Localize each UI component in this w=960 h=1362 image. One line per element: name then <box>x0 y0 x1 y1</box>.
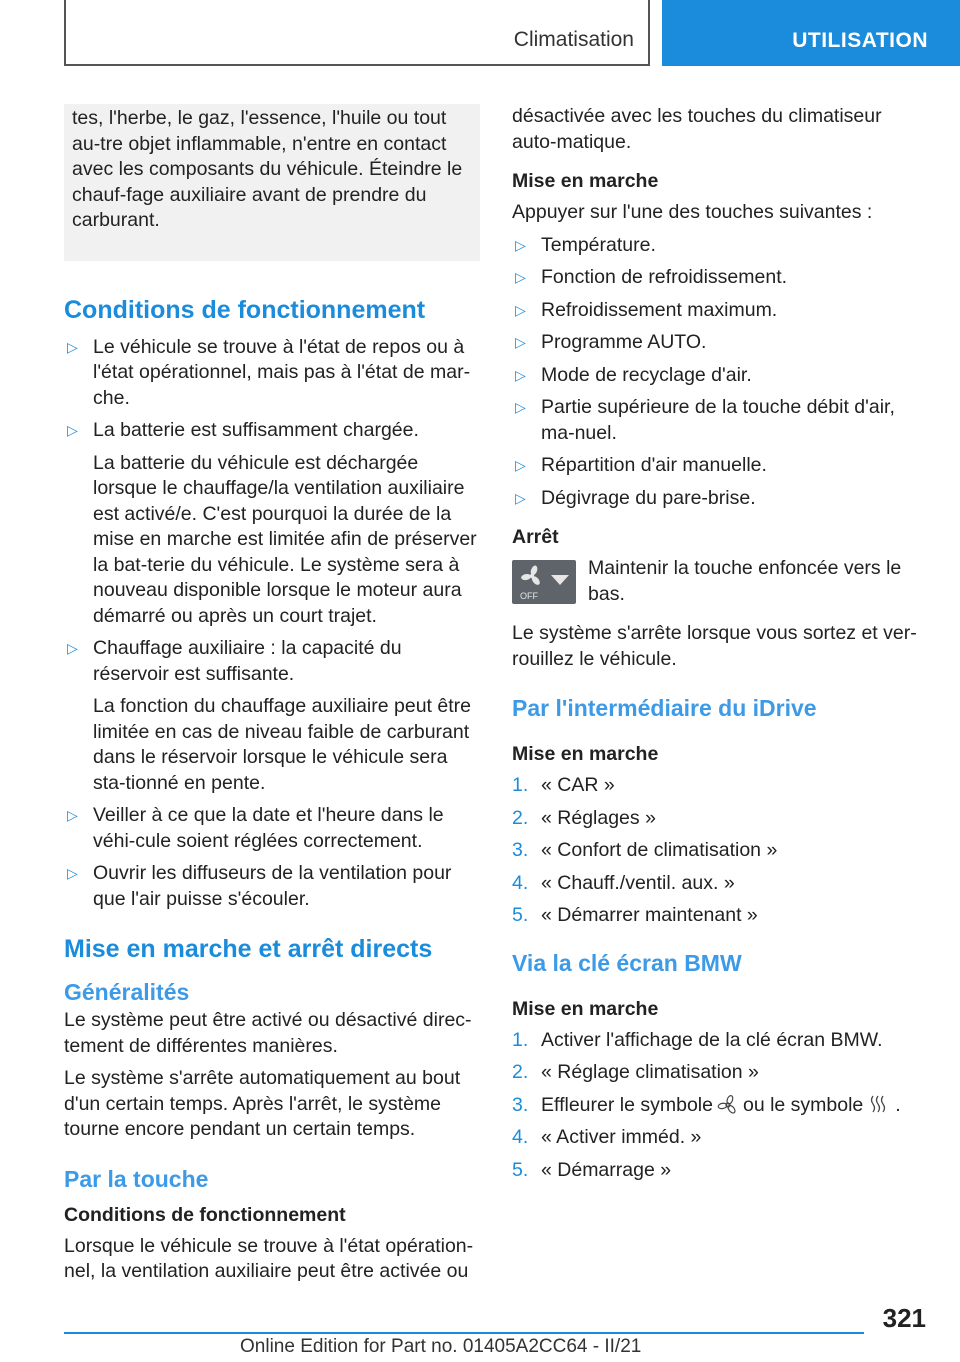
list-item: ▷ Programme AUTO. <box>512 330 928 356</box>
key-heading: Via la clé écran BMW <box>512 949 742 976</box>
list-item: ▷ Mode de recyclage d'air. <box>512 363 928 389</box>
edition-footer: Online Edition for Part no. 01405A2CC64 - II/21 <box>240 1336 642 1357</box>
list-item: 3. « Confort de climatisation » <box>512 839 778 861</box>
fan-off-button-icon <box>512 560 576 604</box>
list-item: ▷ Refroidissement maximum. <box>512 298 928 324</box>
button-subheading: Conditions de fonctionnement <box>64 1203 346 1226</box>
list-item: 1. « CAR » <box>512 774 615 796</box>
idrive-steps <box>512 773 928 929</box>
list-item: ▷ Partie supérieure de la touche débit d'air, ma-nuel. <box>515 396 895 444</box>
list-item: 2. « Réglage climatisation » <box>512 1061 759 1083</box>
list-item: ▷ Le véhicule se trouve à l'état de repos ou à l'état opérationnel, mais pas à l'état de mar-che. <box>67 335 471 409</box>
triangle-bullet-icon: ▷ <box>515 301 526 318</box>
general-paragraph-2: Le système s'arrête automatiquement au bout d'un certain temps. Après l'arrêt, le système tourne encore pendant un certain temps. <box>64 1067 461 1140</box>
left-column <box>64 104 480 1292</box>
battery-note: La batterie du véhicule est déchargée lorsque le chauffage/la ventilation auxiliaire est activé/e. C'est pourquoi la durée de la mise en marche est limitée afin de préserver la bat-terie du véhicule. Le système sera à nouveau disponible lorsque le moteur aura démarré ou après un court trajet. <box>93 451 477 627</box>
off-instruction <box>512 556 928 607</box>
conditions-list <box>64 335 480 444</box>
continued-text: désactivée avec les touches du climatiseur auto-matique. <box>512 105 882 153</box>
triangle-bullet-icon: ▷ <box>67 865 78 881</box>
direct-heading: Mise en marche et arrêt directs <box>64 935 433 963</box>
list-item: 1. Activer l'affichage de la clé écran BMW. <box>512 1028 883 1051</box>
list-item: ▷ Répartition d'air manuelle. <box>512 453 928 479</box>
off-text: Maintenir la touche enfoncée vers le bas. <box>588 557 902 605</box>
triangle-bullet-icon: ▷ <box>67 422 78 438</box>
button-text: Lorsque le véhicule se trouve à l'état opération-nel, la ventilation auxiliaire peut être activée ou <box>64 1234 474 1282</box>
list-item: 4. « Activer imméd. » <box>512 1126 702 1148</box>
triangle-bullet-icon: ▷ <box>67 640 78 656</box>
on-list <box>512 233 928 512</box>
right-column <box>512 104 928 1190</box>
fan-symbol-icon <box>717 1094 739 1116</box>
footer-divider <box>64 1332 864 1334</box>
idrive-heading: Par l'intermédiaire du iDrive <box>512 695 817 721</box>
on-heading: Mise en marche <box>512 170 659 192</box>
triangle-bullet-icon: ▷ <box>515 399 526 415</box>
list-item: ▷ Ouvrir les diffuseurs de la ventilation pour que l'air puisse s'écouler. <box>67 862 452 910</box>
warning-text: tes, l'herbe, le gaz, l'essence, l'huile ou tout au-tre objet inflammable, n'entre en contact avec les composants du véhicule. Éteindre le chauf-fage auxiliaire avant de prendre du carburant. <box>72 107 463 231</box>
list-item: 3. Effleurer le symbole ou le symbole . <box>512 1093 901 1116</box>
warning-box <box>64 104 480 261</box>
list-item: ▷ Température. <box>512 233 928 259</box>
page-header <box>0 0 960 66</box>
list-item: 5. « Démarrer maintenant » <box>512 904 758 926</box>
key-subheading: Mise en marche <box>512 997 659 1020</box>
conditions-heading: Conditions de fonctionnement <box>64 295 426 324</box>
list-item: ▷ Veiller à ce que la date et l'heure dans le véhi-cule soient réglées correctement. <box>67 804 444 852</box>
triangle-bullet-icon: ▷ <box>515 457 526 473</box>
list-item: 2. « Réglages » <box>512 806 656 829</box>
header-section-box <box>64 0 650 66</box>
on-intro: Appuyer sur l'une des touches suivantes : <box>512 201 873 223</box>
off-icon-label: OFF <box>520 591 538 601</box>
list-item: ▷ Dégivrage du pare-brise. <box>512 486 928 512</box>
fuel-note: La fonction du chauffage auxiliaire peut être limitée en cas de niveau faible de carburant dans le réservoir lorsque le véhicule sera sta-tionné en pente. <box>93 695 471 794</box>
off-paragraph: Le système s'arrête lorsque vous sortez et ver-rouillez le véhicule. <box>512 622 917 670</box>
triangle-bullet-icon: ▷ <box>67 338 78 355</box>
triangle-bullet-icon: ▷ <box>67 807 78 823</box>
list-item: ▷ Chauffage auxiliaire : la capacité du réservoir est suffisante. <box>67 637 402 685</box>
chapter-title: UTILISATION <box>792 29 928 52</box>
page-number: 321 <box>882 1303 926 1333</box>
list-item: 5. « Démarrage » <box>512 1158 672 1181</box>
triangle-bullet-icon: ▷ <box>515 489 526 506</box>
general-heading: Généralités <box>64 979 190 1005</box>
triangle-bullet-icon: ▷ <box>515 269 526 285</box>
triangle-bullet-icon: ▷ <box>515 366 526 383</box>
off-heading: Arrêt <box>512 526 559 548</box>
list-item: ▷ La batterie est suffisamment chargée. <box>64 418 480 444</box>
section-title: Climatisation <box>513 28 634 51</box>
button-heading: Par la touche <box>64 1165 209 1192</box>
heater-symbol-icon <box>867 1094 891 1116</box>
idrive-subheading: Mise en marche <box>512 743 659 765</box>
list-item: ▷ Fonction de refroidissement. <box>512 265 928 291</box>
list-item: 4. « Chauff./ventil. aux. » <box>512 871 735 894</box>
key-steps <box>512 1028 928 1184</box>
triangle-bullet-icon: ▷ <box>515 334 526 350</box>
triangle-bullet-icon: ▷ <box>515 236 526 253</box>
general-paragraph-1: Le système peut être activé ou désactivé direc-tement de différentes manières. <box>64 1009 472 1057</box>
chapter-tab <box>662 0 960 66</box>
